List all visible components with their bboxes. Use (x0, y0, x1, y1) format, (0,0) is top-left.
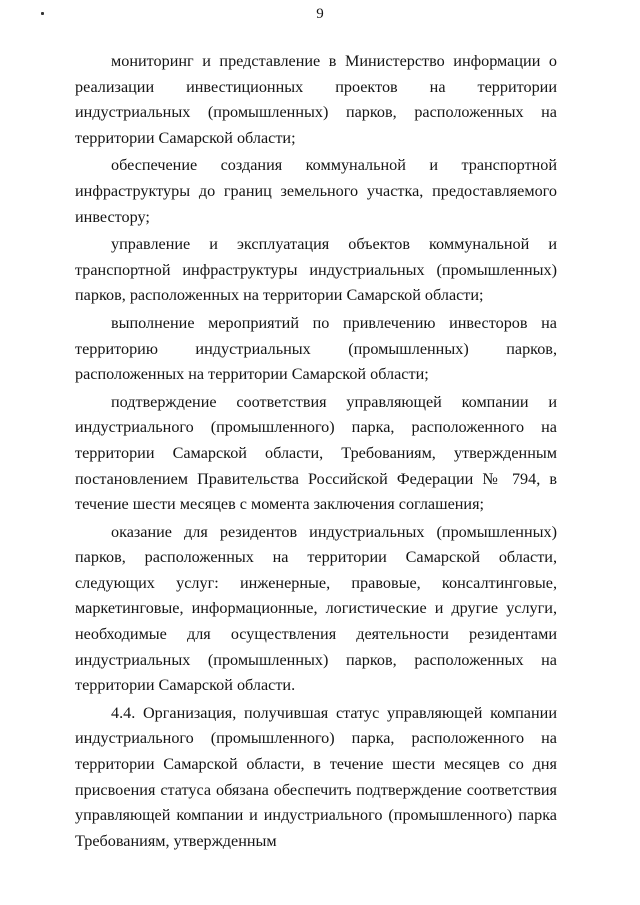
body-text (75, 49, 557, 856)
paragraph-section-4-4: 4.4. Организация, получившая статус управляющей компании индустриального (промышленного) парка, расположенного на территории Самарской области, в течение шести месяцев со дня присвоения статуса обязана обеспечить подтверждение соответствия управляющей компании и индустриального (промышленного) парка Требованиям, утвержденным (75, 703, 557, 850)
paragraph-investors: выполнение мероприятий по привлечению инвесторов на территорию индустриальных (промышленных) парков, расположенных на территории Самарской области; (75, 313, 557, 384)
paragraph-management: управление и эксплуатация объектов коммунальной и транспортной инфраструктуры индустриальных (промышленных) парков, расположенных на территории Самарской области; (75, 235, 557, 305)
paragraph-monitoring: мониторинг и представление в Министерство информации о реализации инвестиционных проектов на территории индустриальных (промышленных) парков, расположенных на территории Самарской области; (75, 52, 557, 147)
paragraph-services: оказание для резидентов индустриальных (промышленных) парков, расположенных на территории Самарской области, следующих услуг: инженерные, правовые, консалтинговые, маркетинговые, информационные, логистические и другие услуги, необходимые для осуществления деятельности резидентами индустриальных (промышленных) парков, расположенных на территории Самарской области. (75, 522, 557, 695)
paragraph-confirmation: подтверждение соответствия управляющей компании и индустриального (промышленного) парка, расположенного на территории Самарской области, Требованиям, утвержденным постановлением Правительства Российской Федерации № 794, в течение шести месяцев с момента заключения соглашения; (75, 392, 557, 514)
page-number: 9 (316, 6, 324, 22)
paragraph-infrastructure: обеспечение создания коммунальной и транспортной инфраструктуры до границ земельного участка, предоставляемого инвестору; (75, 156, 557, 226)
